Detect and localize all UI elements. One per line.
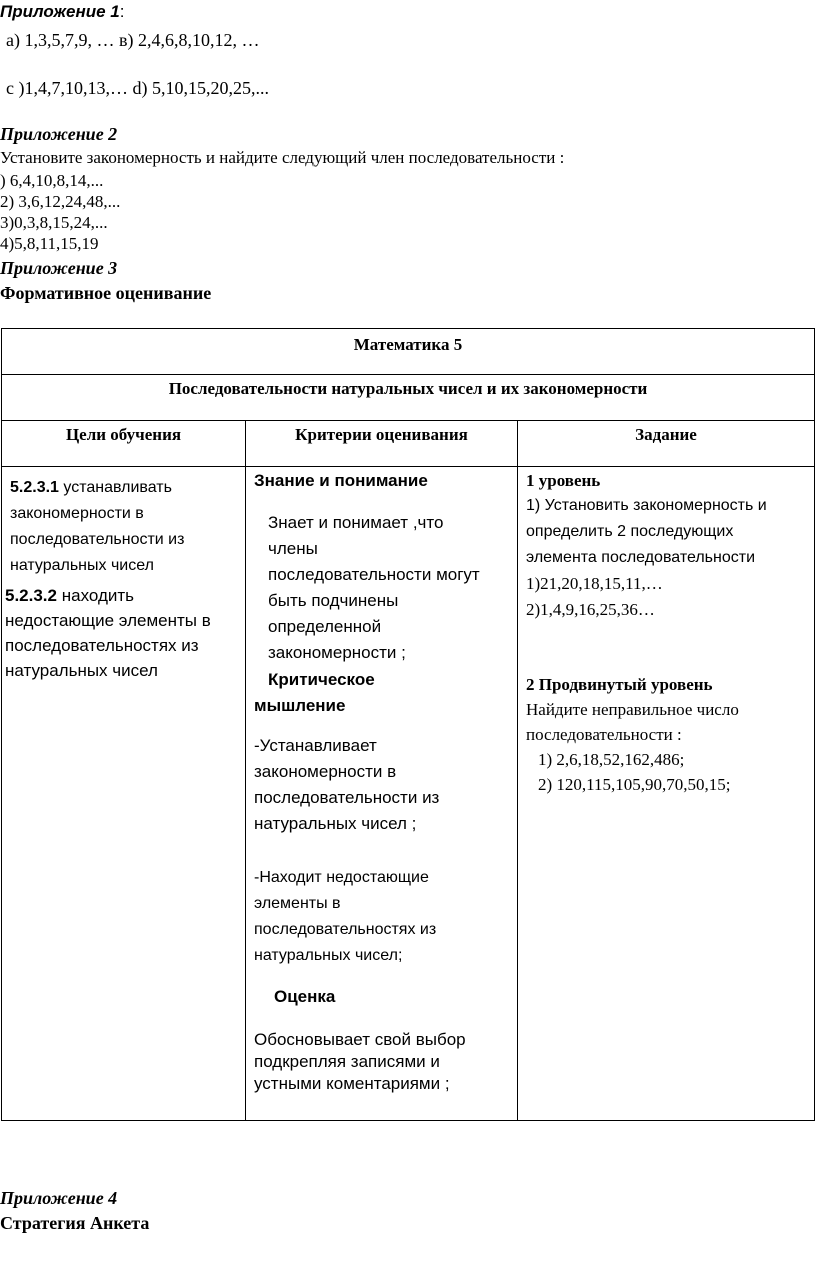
task-level-1-heading: 1 уровень (526, 471, 601, 490)
appendix-2-instruction: Установите закономерность и найдите следующий член последовательности : (0, 148, 565, 167)
criteria-cell (246, 467, 518, 1121)
criteria-line: натуральных чисел ; (254, 814, 417, 833)
appendix-1-line-1: а) 1,3,5,7,9, … в) 2,4,6,8,10,12, … (6, 30, 260, 50)
col-header-criteria: Критерии оценивания (246, 421, 518, 467)
criteria-line: члены (268, 539, 318, 558)
goal-2-code: 5.2.3.2 (5, 586, 57, 605)
criteria-line: подкрепляя записями и (254, 1052, 440, 1071)
sequence-item: 4)5,8,11,15,19 (0, 234, 99, 253)
criteria-evaluation-text (254, 1029, 466, 1095)
goal-2-line: недостающие элементы в (5, 611, 211, 630)
criteria-line: Обосновывает свой выбор (254, 1030, 466, 1049)
sequence-item: ) 6,4,10,8,14,... (0, 171, 104, 190)
appendix-2-title: Приложение 2 (0, 124, 118, 144)
task-line: 1) 2,6,18,52,162,486; (538, 750, 685, 769)
task-cell (518, 467, 815, 1121)
topic-row (2, 375, 815, 421)
criteria-line: последовательности из (254, 788, 440, 807)
criteria-line: устными коментариями ; (254, 1074, 450, 1093)
appendix-3-subtitle: Формативное оценивание (0, 283, 212, 303)
goal-1-line: натуральных чисел (10, 557, 154, 574)
criteria-heading-critical-1: Критическое (268, 670, 375, 689)
col-header-task: Задание (518, 421, 815, 467)
criteria-line: -Устанавливает (254, 736, 377, 755)
criteria-heading-critical (254, 667, 375, 719)
goal-2-line: натуральных чисел (5, 661, 158, 680)
assessment-table (1, 328, 815, 1121)
criteria-line: последовательностях из (254, 921, 437, 938)
criteria-critical-text-1 (254, 733, 439, 837)
criteria-line: Знает и понимает ,что (268, 513, 444, 532)
appendix-1-heading (0, 2, 125, 22)
criteria-line: последовательности могут (268, 565, 480, 584)
criteria-knowledge-text (268, 510, 480, 666)
goal-2-line: последовательностях из (5, 636, 199, 655)
task-line: Найдите неправильное число (526, 700, 739, 719)
appendix-1-line-2: с )1,4,7,10,13,… d) 5,10,15,20,25,... (6, 78, 269, 98)
criteria-line: элементы в (254, 895, 341, 912)
appendix-1-colon: : (119, 2, 125, 21)
goal-2 (5, 583, 211, 683)
criteria-line: быть подчинены (268, 591, 399, 610)
content-row (2, 467, 815, 1121)
task-line: 1)21,20,18,15,11,… (526, 574, 663, 593)
appendix-3-title: Приложение 3 (0, 258, 118, 278)
task-line: 1) Установить закономерность и (526, 497, 767, 514)
appendix-1-title: Приложение 1 (0, 2, 120, 21)
header-row (2, 421, 815, 467)
goal-1-line: устанавливать (58, 479, 172, 496)
appendix-4-subtitle: Стратегия Анкета (0, 1213, 150, 1233)
topic-cell: Последовательности натуральных чисел и их закономерности (2, 375, 815, 421)
task-line: последовательности : (526, 725, 682, 744)
goal-1-line: закономерности в (10, 505, 144, 522)
goals-cell (2, 467, 246, 1121)
task-line: определить 2 последующих (526, 523, 734, 540)
task-line: элемента последовательности (526, 549, 756, 566)
appendix-2-list (0, 170, 120, 254)
criteria-line: натуральных чисел; (254, 947, 403, 964)
goal-1-code: 5.2.3.1 (10, 479, 59, 496)
task-level-1-text (526, 493, 767, 623)
task-line: 2)1,4,9,16,25,36… (526, 600, 655, 619)
task-level-2-heading: 2 Продвинутый уровень (526, 675, 713, 694)
criteria-critical-text-2 (254, 865, 436, 969)
goal-1-line: последовательности из (10, 531, 185, 548)
criteria-line: -Находит недостающие (254, 869, 429, 886)
col-header-goals: Цели обучения (2, 421, 246, 467)
criteria-heading-evaluation: Оценка (274, 987, 336, 1006)
criteria-heading-knowledge: Знание и понимание (254, 471, 428, 490)
goal-1 (10, 475, 184, 579)
appendix-4-title: Приложение 4 (0, 1188, 118, 1208)
goal-2-line: находить (57, 586, 135, 605)
subject-row (2, 329, 815, 375)
criteria-line: закономерности ; (268, 643, 406, 662)
sequence-item: 2) 3,6,12,24,48,... (0, 192, 121, 211)
task-level-2-text (526, 697, 739, 797)
subject-cell: Математика 5 (2, 329, 815, 375)
criteria-line: закономерности в (254, 762, 397, 781)
task-line: 2) 120,115,105,90,70,50,15; (538, 775, 731, 794)
criteria-heading-critical-2: мышление (254, 696, 346, 715)
criteria-line: определенной (268, 617, 382, 636)
sequence-item: 3)0,3,8,15,24,... (0, 213, 108, 232)
